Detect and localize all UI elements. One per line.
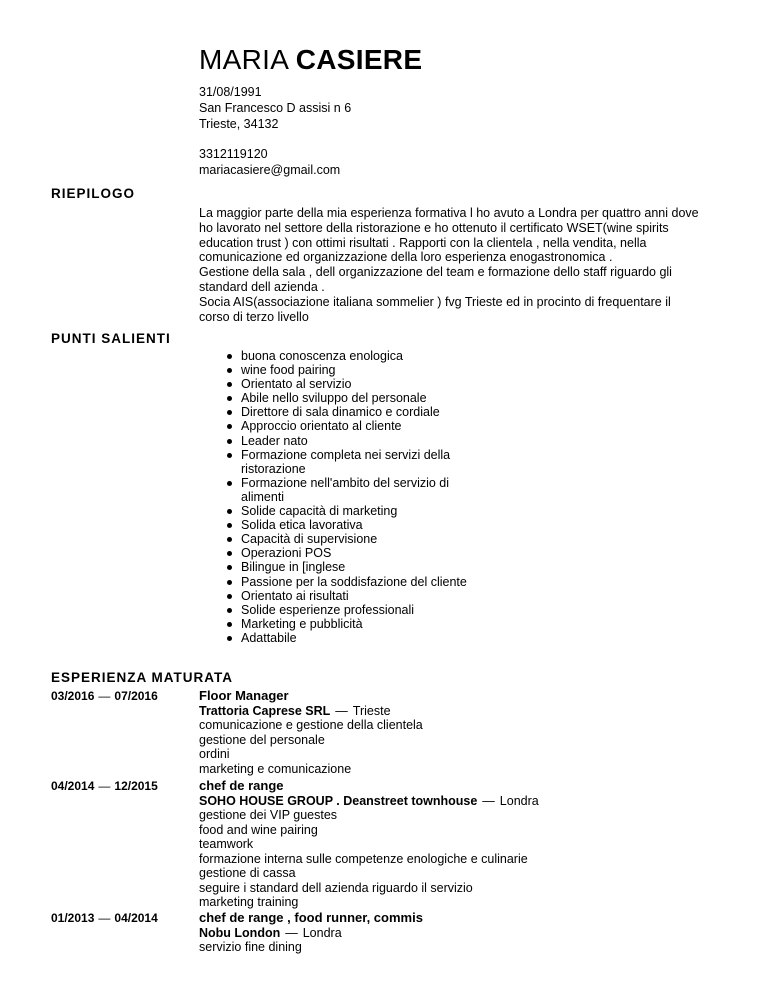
job-duty: ordini <box>199 747 230 761</box>
job-details <box>199 779 539 910</box>
job-end-date: 04/2014 <box>114 911 158 925</box>
job-dates <box>51 779 158 793</box>
location-separator: — <box>335 703 348 718</box>
highlight-item: buona conoscenza enologica <box>199 349 469 363</box>
job-duty: comunicazione e gestione della clientela <box>199 718 423 732</box>
highlight-item: Solide capacità di marketing <box>199 504 469 518</box>
summary-line: education trust ) con ottimi risultati . Rapporti con la clientela , nella vendita, nella <box>199 235 647 250</box>
first-name: MARIA <box>199 44 288 75</box>
job-start-date: 03/2016 <box>51 689 95 703</box>
highlights-list <box>199 349 469 645</box>
highlight-item: Leader nato <box>199 434 469 448</box>
job-location: Trieste <box>352 703 391 718</box>
job-role: chef de range <box>199 778 284 793</box>
highlight-item: Solide esperienze professionali <box>199 603 469 617</box>
highlight-item: Solida etica lavorativa <box>199 518 469 532</box>
highlight-item: Operazioni POS <box>199 546 469 560</box>
highlight-item: wine food pairing <box>199 363 469 377</box>
summary-line: ho lavorato nel settore della ristorazione e ho ottenuto il certificato WSET(wine spirits <box>199 220 669 235</box>
job-end-date: 07/2016 <box>114 689 158 703</box>
job-duty: seguire i standard dell azienda riguardo il servizio <box>199 880 473 895</box>
highlights-heading: PUNTI SALIENTI <box>51 331 171 346</box>
job-location: Londra <box>302 925 342 940</box>
highlight-item: Abile nello sviluppo del personale <box>199 391 469 405</box>
birth-date: 31/08/1991 <box>199 85 262 99</box>
candidate-name <box>199 44 422 76</box>
last-name: CASIERE <box>295 44 423 75</box>
job-duty: formazione interna sulle competenze enologiche e culinarie <box>199 851 528 866</box>
summary-line: standard dell azienda . <box>199 279 325 294</box>
job-company: SOHO HOUSE GROUP . Deanstreet townhouse <box>199 793 478 808</box>
experience-heading: ESPERIENZA MATURATA <box>51 670 233 685</box>
summary-line: La maggior parte della mia esperienza formativa l ho avuto a Londra per quattro anni dove <box>199 206 699 220</box>
highlight-item: Approccio orientato al cliente <box>199 419 469 433</box>
date-separator: — <box>98 911 111 925</box>
job-duty: servizio fine dining <box>199 940 302 954</box>
personal-info <box>199 84 351 132</box>
summary-line: Gestione della sala , dell organizzazione del team e formazione dello staff riguardo gli <box>199 265 672 280</box>
job-start-date: 04/2014 <box>51 779 95 793</box>
summary-text <box>199 206 719 324</box>
job-role: Floor Manager <box>199 688 289 703</box>
summary-line: corso di terzo livello <box>199 309 309 324</box>
email-address: mariacasiere@gmail.com <box>199 163 341 177</box>
job-duty: marketing e comunicazione <box>199 761 352 776</box>
highlight-item: Capacità di supervisione <box>199 532 469 546</box>
highlight-item: Orientato ai risultati <box>199 589 469 603</box>
highlight-item: Formazione completa nei servizi della ristorazione <box>199 448 469 476</box>
highlight-item: Passione per la soddisfazione del cliente <box>199 575 469 589</box>
job-duty: gestione di cassa <box>199 866 296 880</box>
summary-heading: RIEPILOGO <box>51 186 136 201</box>
job-duty: teamwork <box>199 837 254 851</box>
job-duty: gestione dei VIP guestes <box>199 808 338 822</box>
job-company: Nobu London <box>199 925 281 940</box>
job-duty: food and wine pairing <box>199 822 318 837</box>
job-end-date: 12/2015 <box>114 779 158 793</box>
location-separator: — <box>285 925 298 940</box>
highlight-item: Formazione nell'ambito del servizio di alimenti <box>199 476 469 504</box>
summary-line: Socia AIS(associazione italiana sommelier ) fvg Trieste ed in procinto di frequentare il <box>199 294 671 309</box>
highlight-item: Direttore di sala dinamico e cordiale <box>199 405 469 419</box>
location-separator: — <box>482 793 495 808</box>
address-line-2: Trieste, 34132 <box>199 117 279 131</box>
highlight-item: Adattabile <box>199 631 469 645</box>
job-company: Trattoria Caprese SRL <box>199 703 331 718</box>
job-details <box>199 689 423 776</box>
job-start-date: 01/2013 <box>51 911 95 925</box>
job-details <box>199 911 423 955</box>
highlight-item: Bilingue in [inglese <box>199 560 469 574</box>
job-duty: gestione del personale <box>199 732 325 747</box>
job-dates <box>51 689 158 703</box>
job-duty: marketing training <box>199 895 299 909</box>
phone-number: 3312119120 <box>199 147 268 161</box>
job-location: Londra <box>499 793 539 808</box>
contact-info <box>199 146 340 178</box>
date-separator: — <box>98 779 111 793</box>
summary-line: comunicazione ed organizzazione della loro esperienza enogastronomica . <box>199 250 613 265</box>
job-role: chef de range , food runner, commis <box>199 910 423 925</box>
job-dates <box>51 911 158 925</box>
highlight-item: Marketing e pubblicità <box>199 617 469 631</box>
date-separator: — <box>98 689 111 703</box>
address-line-1: San Francesco D assisi n 6 <box>199 101 352 115</box>
highlight-item: Orientato al servizio <box>199 377 469 391</box>
